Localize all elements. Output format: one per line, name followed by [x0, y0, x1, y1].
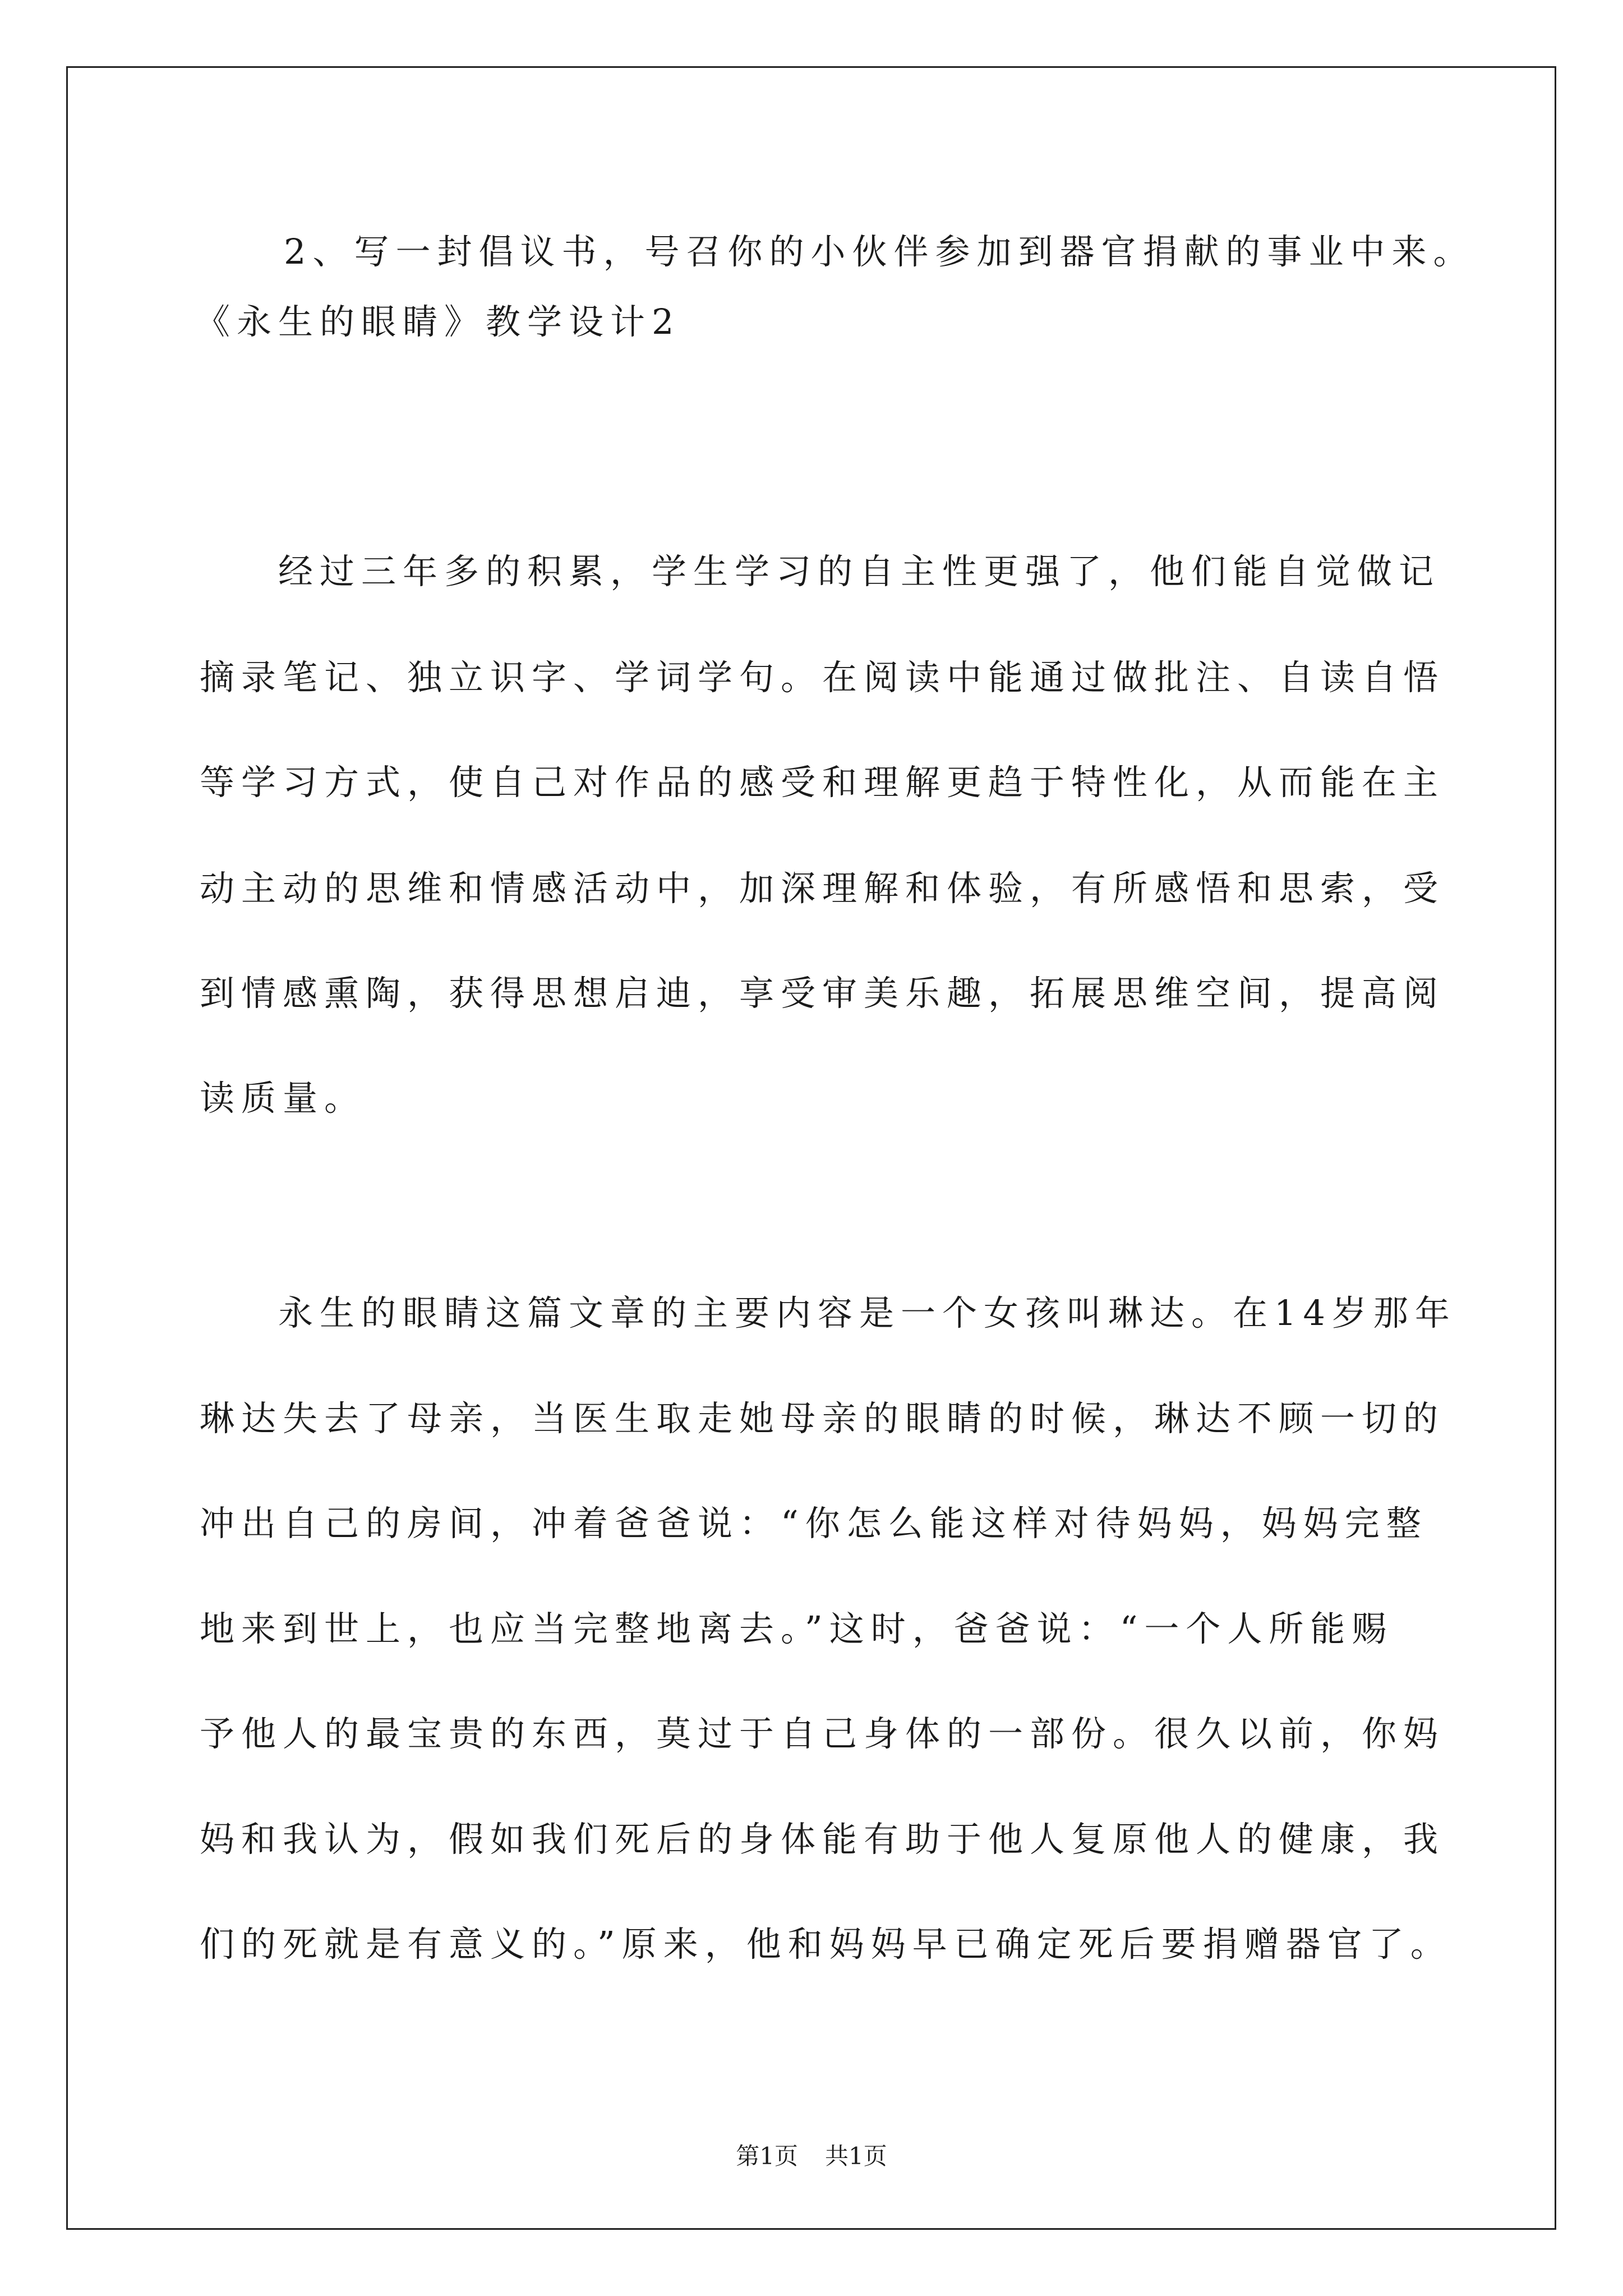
- heading: 《永生的眼睛》教学设计2: [195, 301, 681, 342]
- text-line: 2、写一封倡议书，号召你的小伙伴参加到器官捐献的事业中来。: [284, 231, 1475, 272]
- page-number: 第1页: [736, 2142, 798, 2170]
- text-line: 地来到世上，也应当完整地离去。”这时，爸爸说：“一个人所能赐: [200, 1608, 1394, 1649]
- text-line: 等学习方式，使自己对作品的感受和理解更趋于特性化，从而能在主: [200, 762, 1445, 803]
- text-line: 到情感熏陶，获得思想启迪，享受审美乐趣，拓展思维空间，提高阅: [200, 973, 1445, 1014]
- page-footer: [0, 2142, 1623, 2170]
- text-line: 妈和我认为，假如我们死后的身体能有助于他人复原他人的健康，我: [200, 1819, 1445, 1860]
- text-line: 摘录笔记、独立识字、学词学句。在阅读中能通过做批注、自读自悟: [200, 657, 1445, 698]
- text-line: 予他人的最宝贵的东西，莫过于自己身体的一部份。很久以前，你妈: [200, 1713, 1445, 1754]
- text-line: 永生的眼睛这篇文章的主要内容是一个女孩叫琳达。在14岁那年: [278, 1292, 1456, 1333]
- text-line: 读质量。: [200, 1078, 366, 1119]
- page-total: 共1页: [825, 2142, 887, 2170]
- text-line: 琳达失去了母亲，当医生取走她母亲的眼睛的时候，琳达不顾一切的: [200, 1398, 1445, 1439]
- text-line: 们的死就是有意义的。”原来，他和妈妈早已确定死后要捐赠器官了。: [200, 1924, 1452, 1964]
- text-line: 经过三年多的积累，学生学习的自主性更强了，他们能自觉做记: [278, 551, 1441, 592]
- page-border: [66, 66, 1556, 2230]
- text-line: 动主动的思维和情感活动中，加深理解和体验，有所感悟和思索，受: [200, 868, 1445, 909]
- text-line: 冲出自己的房间，冲着爸爸说：“你怎么能这样对待妈妈，妈妈完整: [200, 1503, 1428, 1544]
